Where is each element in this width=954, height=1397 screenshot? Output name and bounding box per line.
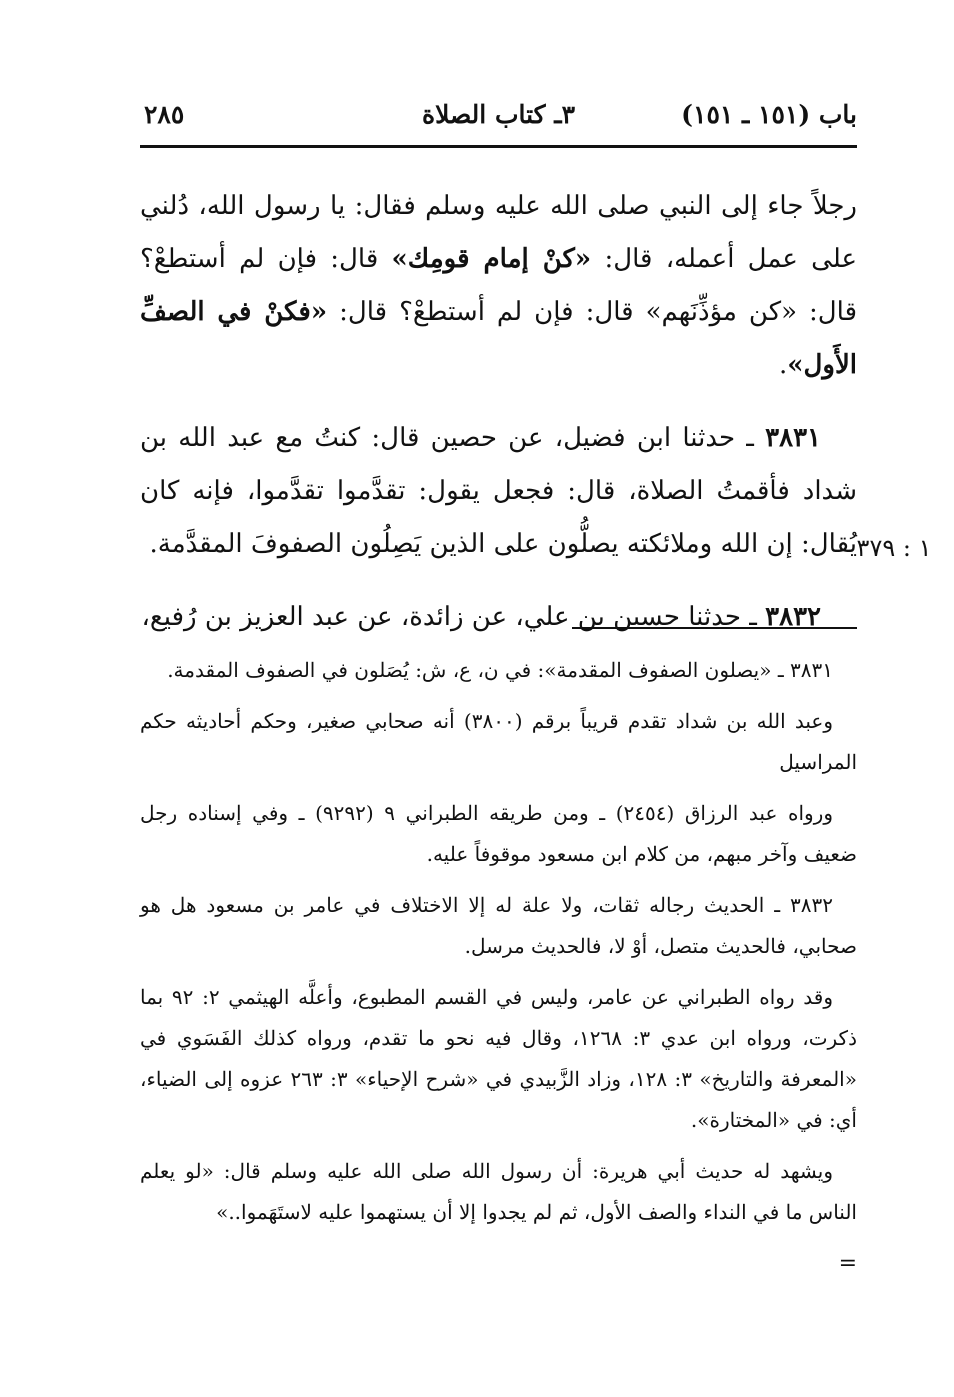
page-header	[140, 100, 857, 140]
footnote: ويشهد له حديث أبي هريرة: أن رسول الله صلى الله عليه وسلم قال: «لو يعلم الناس ما في النداء والصف الأول، ثم لم يجدوا إلا أن يستهموا عليه لاستَهَموا..»	[140, 1159, 857, 1224]
p1-quote-b: «فكنْ في الصفِّ الأَول»	[140, 297, 857, 380]
p1-quote-a: «كنْ إمام قومِك»	[391, 244, 592, 274]
footnote: وقد رواه الطبراني عن عامر، وليس في القسم المطبوع، وأعلَّه الهيثمي ٢: ٩٢ بما ذكرت، ورواه ابن عدي ٣: ١٢٦٨، وقال فيه نحو ما تقدم، ورواه كذلك الفَسَوي في «المعرفة والتاريخ» ٣: ١٢٨، وزاد الزَّبيدي في «شرح الإحياء» ٣: ٢٦٣ عزوه إلى الضياء، أي: في «المختارة».	[140, 985, 857, 1132]
hadith-text: ـ حدثنا ابن فضيل، عن حصين قال: كنتُ مع عبد الله بن شداد فأقمتُ الصلاة، قال: فجعل يقول: تقدَّموا تقدَّموا، فإنه كان يُقال: إن الله وملائكته يصلُّون على الذين يَصِلُون الصفوفَ المقدَّمة.	[140, 423, 857, 559]
p1-text-c: .	[778, 350, 788, 380]
continuation-mark: =	[838, 1251, 857, 1276]
margin-reference: ١ : ٣٧٩	[856, 534, 932, 562]
book-title: ٣ـ كتاب الصلاة	[421, 100, 576, 129]
hadith-3831	[140, 412, 857, 571]
p1-text-a: رجلاً جاء إلى النبي صلى الله عليه وسلم فقال: يا رسول الله، دُلني على عمل أعمله، قال:	[140, 191, 857, 274]
footnote: وعبد الله بن شداد تقدم قريباً برقم (٣٨٠٠) أنه صحابي صغير، وحكم أحاديثه حكم المراسيل	[140, 709, 857, 774]
footnote-rule	[572, 627, 857, 629]
page-number: ٢٨٥	[144, 100, 185, 129]
footnote: ورواه عبد الرزاق (٢٤٥٤) ـ ومن طريقه الطبراني ٩ (٩٢٩٢) ـ وفي إسناده رجل ضعيف وآخر مبهم، من كلام ابن مسعود موقوفاً عليه.	[140, 801, 857, 866]
p1-text-b: قال: فإن لم أستطعْ؟ قال: «كن مؤذِّنَهم» قال: فإن لم أستطعْ؟ قال:	[140, 244, 858, 327]
header-rule	[140, 145, 857, 148]
chapter-heading: باب (١٥١ ـ ١٥١)	[681, 100, 857, 129]
footnotes	[140, 650, 857, 1284]
hadith-number: ٣٨٣١	[765, 423, 821, 453]
footnote: ٣٨٣٢ ـ الحديث رجاله ثقات، ولا علة له إلا الاختلاف في عامر بن مسعود هل هو صحابي، فالحديث متصل، أوْ لا، فالحديث مرسل.	[140, 893, 857, 958]
main-text	[140, 180, 857, 664]
hadith-text: ـ حدثنا حسين بن علي، عن زائدة، عن عبد العزيز بن رُفيع،	[141, 602, 766, 632]
footnote: ٣٨٣١ ـ «يصلون الصفوف المقدمة»: في ن، ع، ش: يُصَلون في الصفوف المقدمة.	[167, 658, 833, 682]
hadith-3832	[140, 591, 857, 644]
hadith-number: ٣٨٣٢	[765, 602, 821, 632]
paragraph-1	[140, 180, 857, 392]
